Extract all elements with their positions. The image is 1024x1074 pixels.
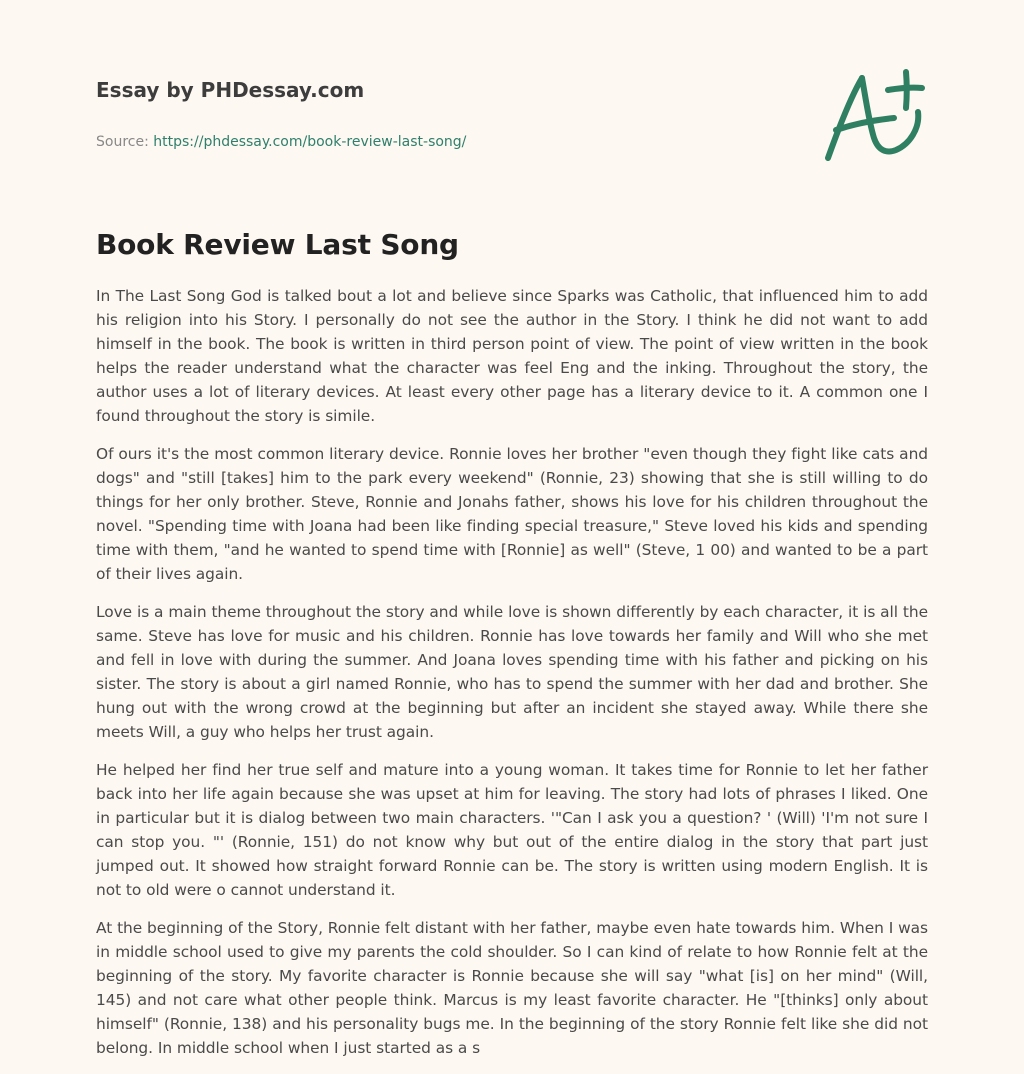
essay-paragraph: Love is a main theme throughout the story and while love is shown differently by each character, it is all the same. Steve has love for music and his children. Ronnie has love towards her family and Will who she met and fell in love with during the summer. And Joana loves spending time with his father and picking on his sister. The story is about a girl named Ronnie, who has to spend the summer with her dad and brother. She hung out with the wrong crowd at the beginning but after an incident she stayed away. While there she meets Will, a guy who helps her trust again. — [96, 603, 928, 741]
essay-paragraph: In The Last Song God is talked bout a lot and believe since Sparks was Catholic, that influenced him to add his religion into his Story. I personally do not see the author in the Story. I think he did not want to add himself in the book. The book is written in third person point of view. The point of view written in the book helps the reader understand what the character was feel Eng and the inking. Throughout the story, the author uses a lot of literary devices. At least every other page has a literary device to it. A common one I found throughout the story is simile. — [96, 287, 928, 425]
page-header — [96, 76, 696, 152]
essay-body — [96, 284, 928, 1074]
essay-paragraph: Of ours it's the most common literary device. Ronnie loves her brother "even though they fight like cats and dogs" and "still [takes] him to the park every weekend" (Ronnie, 23) showing that she is still willing to do things for her only brother. Steve, Ronnie and Jonahs father, shows his love for his children throughout the novel. "Spending time with Joana had been like finding special treasure," Steve loved his kids and spending time with them, "and he wanted to spend time with [Ronnie] as well" (Steve, 1 00) and wanted to be a part of their lives again. — [96, 445, 928, 583]
essay-paragraph: At the beginning of the Story, Ronnie felt distant with her father, maybe even hate towards him. When I was in middle school used to give my parents the cold shoulder. So I can kind of relate to how Ronnie felt at the beginning of the story. My favorite character is Ronnie because she will say "what [is] on her mind" (Will, 145) and not care what other people think. Marcus is my least favorite character. He "[thinks] only about himself" (Ronnie, 138) and his personality bugs me. In the beginning of the story Ronnie felt like she did not belong. In middle school when I just started as a s — [96, 919, 928, 1057]
essay-paragraph: He helped her find her true self and mature into a young woman. It takes time for Ronnie to let her father back into her life again because she was upset at him for leaving. The story had lots of phrases I liked. One in particular but it is dialog between two main characters. '"Can I ask you a question? ' (Will) 'I'm not sure I can stop you. "' (Ronnie, 151) do not know why but out of the entire dialog in the story that part just jumped out. It showed how straight forward Ronnie can be. The story is written using modern English. It is not to old were o cannot understand it. — [96, 761, 928, 899]
site-title: Essay by PHDessay.com — [96, 78, 365, 102]
a-plus-grade-icon — [822, 68, 926, 164]
source-label: Source: — [96, 134, 154, 150]
source-line — [96, 132, 696, 152]
essay-title: Book Review Last Song — [96, 228, 459, 261]
source-link[interactable]: https://phdessay.com/book-review-last-song/ — [153, 134, 467, 150]
